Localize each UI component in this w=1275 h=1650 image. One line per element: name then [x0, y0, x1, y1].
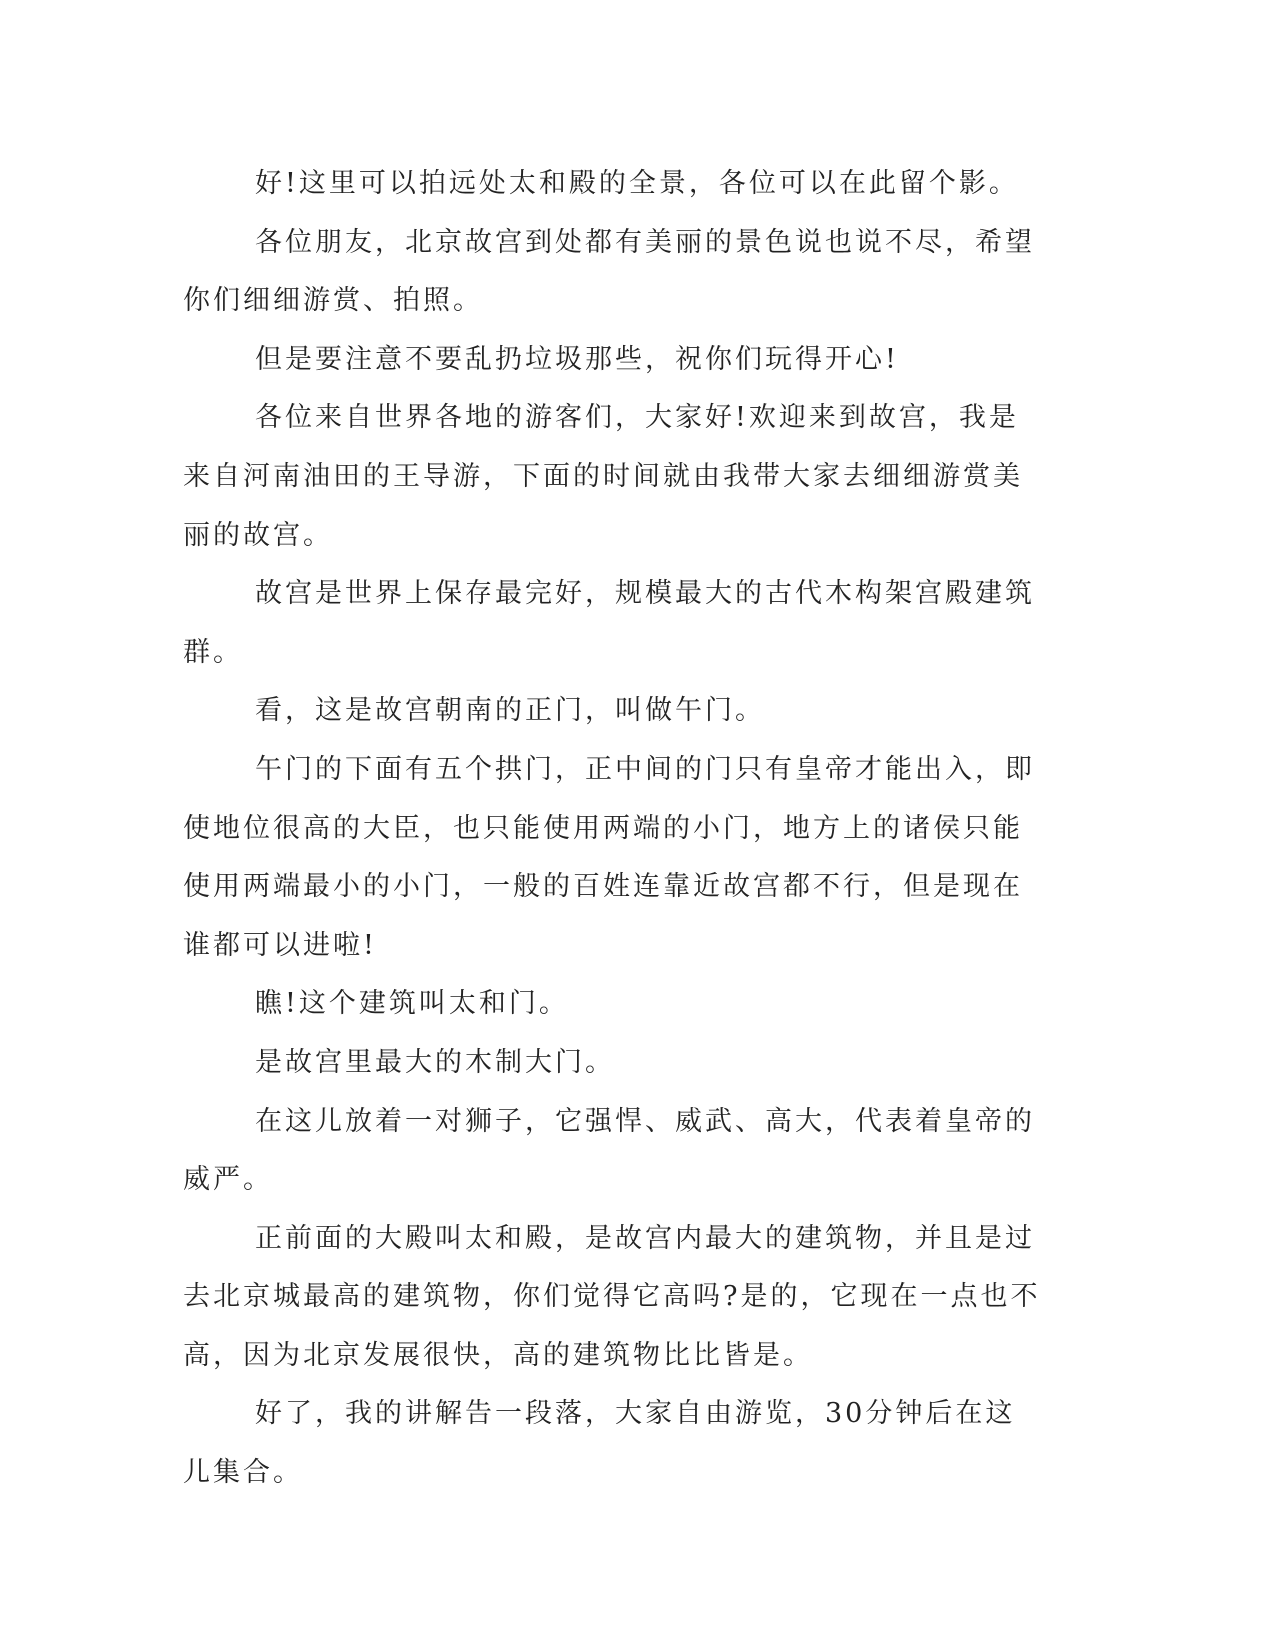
- paragraph: 瞧!这个建筑叫太和门。: [255, 988, 569, 1020]
- paragraph: 正前面的大殿叫太和殿，是故宫内最大的建筑物，并且是过去北京城最高的建筑物，你们觉得它高吗?是的，它现在一点也不高，因为北京发展很快，高的建筑物比比皆是。: [183, 1222, 1041, 1371]
- paragraph: 各位朋友，北京故宫到处都有美丽的景色说也说不尽，希望你们细细游赏、拍照。: [183, 226, 1035, 317]
- paragraph: 各位来自世界各地的游客们，大家好!欢迎来到故宫，我是来自河南油田的王导游，下面的时间就由我带大家去细细游赏美丽的故宫。: [183, 402, 1023, 551]
- paragraph: 在这儿放着一对狮子，它强悍、威武、高大，代表着皇帝的威严。: [183, 1105, 1035, 1196]
- paragraph: 好了，我的讲解告一段落，大家自由游览，30分钟后在这儿集合。: [183, 1398, 1016, 1489]
- paragraph: 看，这是故宫朝南的正门，叫做午门。: [255, 695, 765, 727]
- paragraph: 是故宫里最大的木制大门。: [255, 1046, 615, 1078]
- paragraph: 故宫是世界上保存最完好，规模最大的古代木构架宫殿建筑群。: [183, 578, 1035, 668]
- document-body: [183, 155, 1043, 1503]
- paragraph: 但是要注意不要乱扔垃圾那些，祝你们玩得开心!: [255, 343, 899, 375]
- paragraph: 好!这里可以拍远处太和殿的全景，各位可以在此留个影。: [255, 168, 1019, 199]
- paragraph: 午门的下面有五个拱门，正中间的门只有皇帝才能出入，即使地位很高的大臣，也只能使用两端的小门，地方上的诸侯只能使用两端最小的小门，一般的百姓连靠近故宫都不行，但是现在谁都可以进啦!: [183, 753, 1035, 961]
